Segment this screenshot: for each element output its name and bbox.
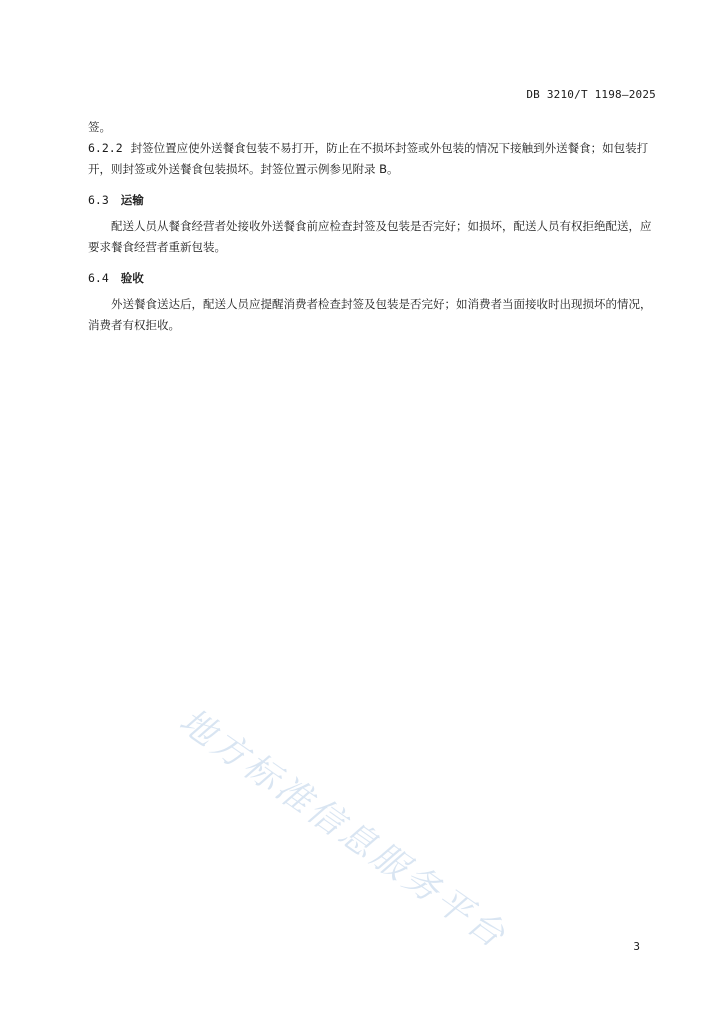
section-6-3-text: 配送人员从餐食经营者处接收外送餐食前应检查封签及包装是否完好；如损坏，配送人员有权拒绝配送，应要求餐食经营者重新包装。 <box>88 219 652 254</box>
section-6-4-text: 外送餐食送达后，配送人员应提醒消费者检查封签及包装是否完好；如消费者当面接收时出现损坏的情况，消费者有权拒收。 <box>88 297 652 332</box>
section-heading-6-3 <box>88 190 658 211</box>
document-code: DB 3210/T 1198—2025 <box>526 88 656 101</box>
clause-text: 封签位置应使外送餐食包装不易打开，防止在不损坏封签或外包装的情况下接触到外送餐食；如包装打开，则封签或外送餐食包装损坏。封签位置示例参见附录 B。 <box>88 141 649 176</box>
section-title: 验收 <box>120 271 144 285</box>
clause-number: 6.2.2 <box>88 141 123 155</box>
section-number: 6.4 <box>88 271 109 285</box>
section-number: 6.3 <box>88 193 109 207</box>
clause-6-2-2 <box>88 138 658 180</box>
continued-text: 签。 <box>88 120 111 134</box>
section-heading-6-4 <box>88 268 658 289</box>
section-title: 运输 <box>120 193 144 207</box>
watermark: 地方标准信息服务平台 <box>171 701 515 958</box>
document-body <box>88 117 658 336</box>
page-number: 3 <box>633 940 640 953</box>
